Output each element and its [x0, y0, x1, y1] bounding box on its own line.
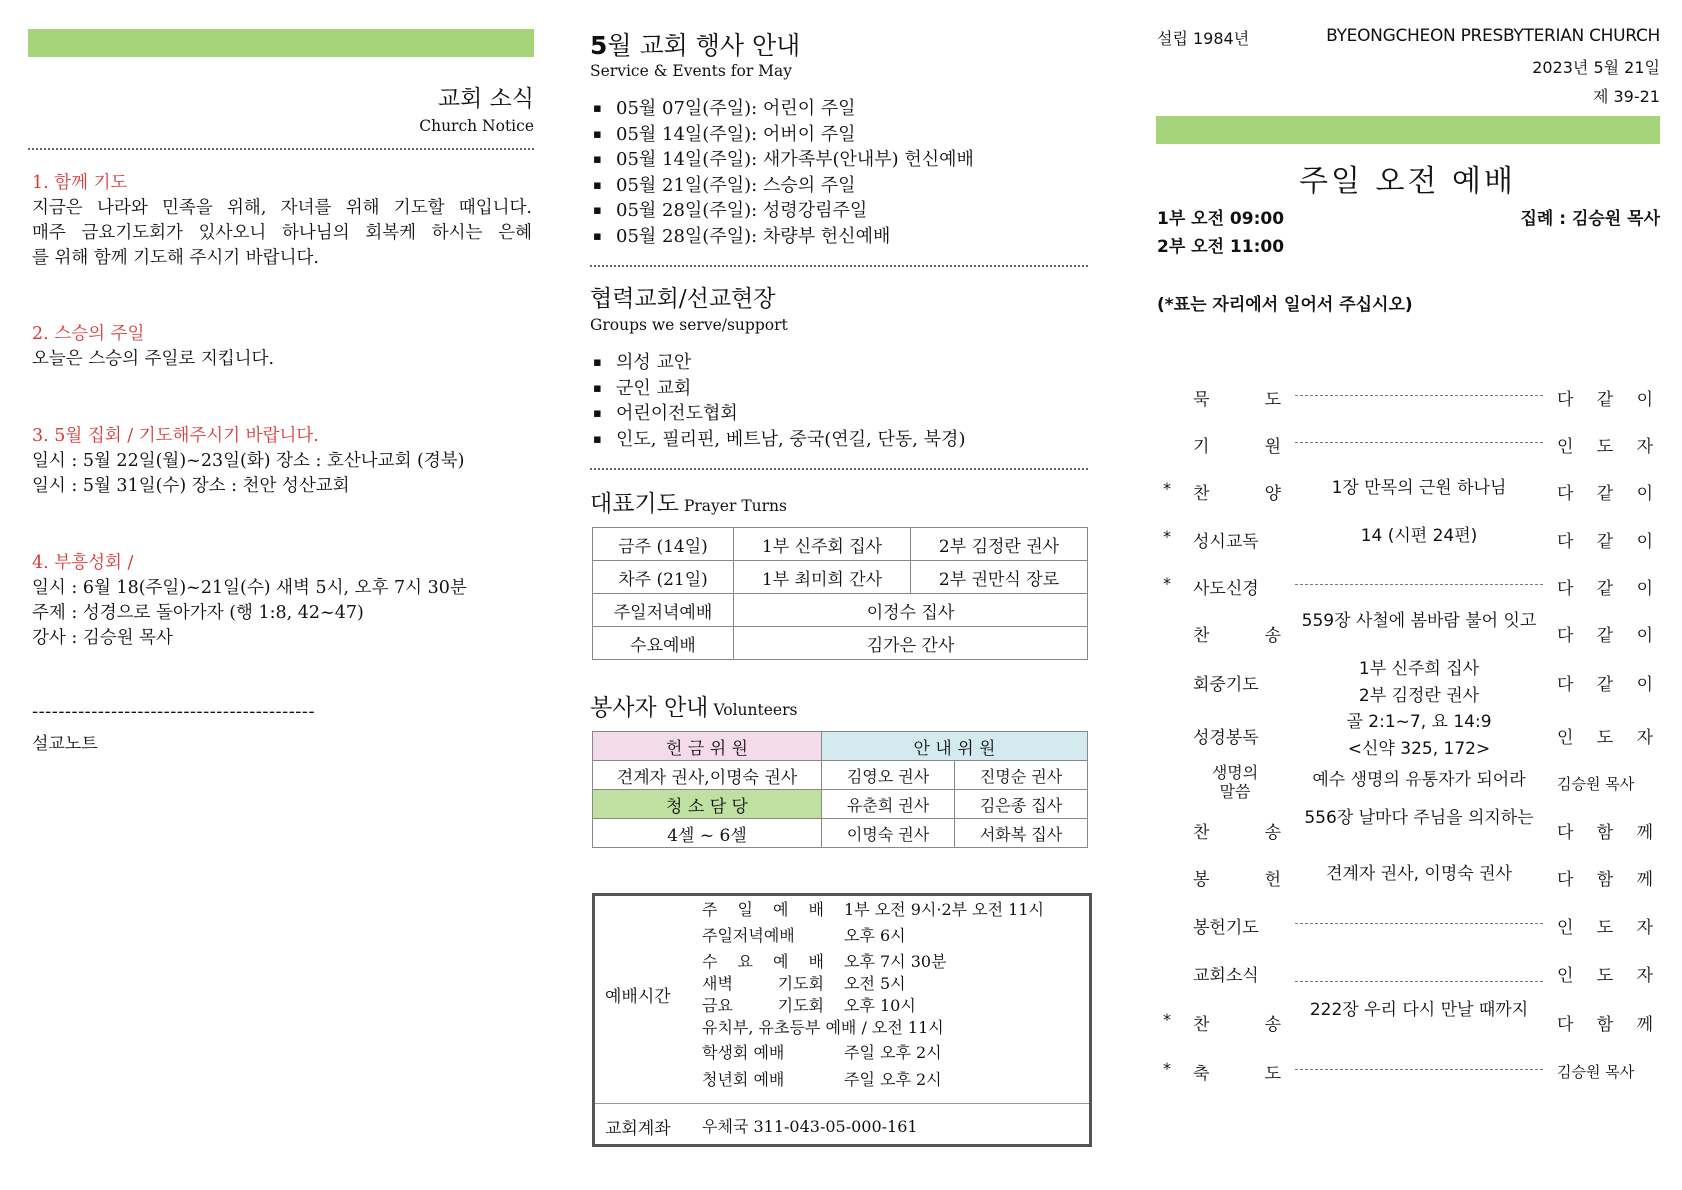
stand-marker: *	[1163, 1010, 1171, 1029]
order-item-leader: 다 같 이	[1557, 626, 1653, 646]
order-item-dashline	[1295, 584, 1543, 585]
table-row	[593, 732, 1088, 761]
events-title-text: 월 교회 행사 안내	[607, 31, 801, 60]
list-item: ▪ 05월 07일(주일): 어린이 주일	[592, 96, 1092, 122]
volunteers-table	[592, 731, 1088, 848]
worship-column	[1155, 0, 1660, 1190]
list-item: ▪ 05월 28일(주일): 차량부 헌신예배	[592, 224, 1092, 250]
volunteers-title: 봉사자 안내	[590, 695, 709, 721]
service-name: 주일저녁예배	[702, 926, 795, 945]
divider	[28, 148, 534, 150]
table-row	[593, 627, 1088, 660]
service-time: 오후 6시	[844, 926, 906, 945]
service-line	[702, 994, 1082, 1016]
worship-order-row	[1155, 1059, 1660, 1099]
order-item-name: 교회소식	[1193, 966, 1259, 986]
table-cell: 1부 신주회 집사	[734, 528, 911, 561]
officiant: 집례 : 김승원 목사	[1520, 209, 1660, 229]
order-item-dashline	[1295, 981, 1543, 982]
table-cell: 김가은 간사	[734, 627, 1088, 660]
table-cell: 금주 (14일)	[593, 528, 734, 561]
events-subtitle: Service & Events for May	[590, 62, 793, 80]
stand-marker: *	[1163, 479, 1171, 498]
order-item-leader: 다 같 이	[1557, 532, 1653, 552]
stand-marker: *	[1163, 527, 1171, 546]
service-name: 주 일 예 배	[702, 900, 824, 919]
order-item-leader: 인 도 자	[1557, 437, 1653, 457]
order-item-leader: 인 도 자	[1557, 728, 1653, 748]
offering-names: 견계자 권사,이명숙 권사	[593, 761, 822, 790]
service-time: 주일 오후 2시	[844, 1043, 942, 1062]
events-column	[590, 0, 1090, 1190]
divider	[595, 1103, 1089, 1104]
service-name: 청년회 예배	[702, 1070, 785, 1089]
worship-order-row	[1155, 961, 1660, 1001]
order-item-content: 예수 생명의 유통자가 되어라	[1312, 770, 1526, 790]
sermon-note-label: 설교노트	[32, 734, 98, 754]
table-cell: 수요예배	[593, 627, 734, 660]
order-item-leader: 인 도 자	[1557, 966, 1653, 986]
worship-title: 주일 오전 예배	[1299, 164, 1516, 199]
usher-header: 안 내 위 원	[822, 732, 1088, 761]
accent-bar	[28, 29, 534, 57]
list-item: ▪ 어린이전도협회	[592, 401, 1092, 427]
table-row	[593, 790, 1088, 819]
service-name: 유치부, 유초등부 예배 / 오전 11시	[702, 1018, 944, 1037]
notice-line: 일시 : 6월 18(주일)~21일(수) 새벽 5시, 오후 7시 30분	[32, 578, 467, 598]
service-line	[702, 972, 1082, 994]
worship-order-row	[1155, 913, 1660, 953]
notice-line: 일시 : 5월 22일(월)~23일(화) 장소 : 호산나교회 (경북)	[32, 451, 465, 471]
service-time: 1부 오전 9시·2부 오전 11시	[844, 900, 1044, 919]
worship-order-row	[1155, 808, 1660, 858]
order-item-content: 견계자 권사, 이명숙 권사	[1326, 864, 1512, 884]
founded-label: 설립 1984년	[1157, 29, 1250, 48]
order-item-content: 559장 사철에 봄바람 불어 잇고	[1301, 611, 1537, 631]
order-item-name: 찬 송	[1193, 1015, 1281, 1035]
order-item-leader: 다 같 이	[1557, 484, 1653, 504]
order-item-content: 골 2:1~7, 요 14:9 <신약 325, 172>	[1346, 712, 1492, 759]
order-item-content: 222장 우리 다시 만날 때까지	[1309, 1000, 1529, 1020]
order-item-name: 생명의 말씀	[1211, 763, 1259, 801]
groups-subtitle: Groups we serve/support	[590, 316, 788, 334]
worship-order-row	[1155, 865, 1660, 905]
worship-order-row	[1155, 1000, 1660, 1050]
church-name: BYEONGCHEON PRESBYTERIAN CHURCH	[1326, 26, 1660, 46]
divider	[590, 265, 1088, 267]
stand-note: (*표는 자리에서 일어서 주십시오)	[1157, 295, 1413, 315]
volunteers-heading	[590, 689, 797, 722]
order-item-content: 1부 신주희 집사 2부 김정란 권사	[1358, 659, 1480, 706]
service-time: 오후 10시	[844, 996, 916, 1015]
service-name: 수 요 예 배	[702, 952, 824, 971]
order-item-content: 1장 만목의 근원 하나님	[1331, 478, 1507, 498]
order-item-name: 회중기도	[1193, 675, 1259, 695]
order-item-name: 사도신경	[1193, 579, 1259, 599]
stand-marker: *	[1163, 1059, 1171, 1078]
service-time: 주일 오후 2시	[844, 1070, 942, 1089]
worship-order-row	[1155, 385, 1660, 425]
prayer-subtitle: Prayer Turns	[683, 497, 787, 515]
order-item-content: 556장 날마다 주님을 의지하는	[1304, 808, 1534, 828]
prayer-title: 대표기도	[590, 491, 679, 517]
notice-item	[32, 424, 532, 499]
notice-heading: 2. 스승의 주일	[32, 324, 145, 344]
order-item-name: 축 도	[1193, 1064, 1281, 1084]
groups-title: 협력교회/선교현장	[590, 286, 776, 312]
worship-order-row	[1155, 659, 1660, 710]
order-item-dashline	[1295, 395, 1543, 396]
service-line	[702, 898, 1082, 924]
order-item-name: 묵 도	[1193, 390, 1281, 410]
order-item-name: 찬 송	[1193, 626, 1281, 646]
order-item-leader: 다 같 이	[1557, 390, 1653, 410]
offering-header: 헌 금 위 원	[593, 732, 822, 761]
stand-marker: *	[1163, 574, 1171, 593]
table-cell: 이명숙 권사	[822, 819, 955, 848]
notice-heading: 1. 함께 기도	[32, 173, 128, 193]
order-item-leader: 김승원 목사	[1557, 775, 1635, 793]
order-item-name: 성경봉독	[1193, 728, 1259, 748]
notice-title: 교회 소식	[437, 86, 534, 112]
order-item-name: 찬 양	[1193, 484, 1281, 504]
order-item-leader: 다 함 께	[1557, 823, 1653, 843]
notice-line: 매주 금요기도회가 있사오니 하나님의 회복케 하시는 은혜	[32, 223, 532, 243]
notice-item	[32, 171, 532, 271]
order-item-name: 봉헌기도	[1193, 918, 1259, 938]
notice-subtitle: Church Notice	[419, 117, 534, 135]
worship-order-row	[1155, 432, 1660, 472]
order-item-dashline	[1295, 442, 1543, 443]
worship-time-2: 2부 오전 11:00	[1157, 237, 1285, 257]
table-cell: 김은종 집사	[955, 790, 1088, 819]
notice-item	[32, 551, 532, 651]
table-row	[593, 761, 1088, 790]
notice-line: 강사 : 김승원 목사	[32, 628, 173, 648]
order-item-name: 기 원	[1193, 437, 1281, 457]
table-cell: 차주 (21일)	[593, 561, 734, 594]
service-line	[702, 1068, 1082, 1094]
worship-order-row	[1155, 527, 1660, 567]
order-item-leader: 다 같 이	[1557, 579, 1653, 599]
table-row	[593, 819, 1088, 848]
prayer-heading	[590, 485, 787, 518]
service-line	[702, 924, 1082, 950]
service-time: 오전 5시	[844, 974, 906, 993]
table-cell: 1부 최미희 간사	[734, 561, 911, 594]
table-cell: 주일저녁예배	[593, 594, 734, 627]
worship-order-row	[1155, 763, 1660, 811]
table-cell: 이정수 집사	[734, 594, 1088, 627]
worship-order-row	[1155, 712, 1660, 763]
events-list	[592, 96, 1092, 249]
cleaning-value: 4셀 ~ 6셀	[593, 819, 822, 848]
notice-heading: 3. 5월 집회 / 기도해주시기 바랍니다.	[32, 426, 319, 446]
prayer-table	[592, 527, 1088, 660]
service-time: 오후 7시 30분	[844, 952, 947, 971]
table-cell: 2부 김정란 권사	[911, 528, 1088, 561]
service-label: 예배시간	[605, 987, 671, 1007]
order-item-leader: 김승원 목사	[1557, 1063, 1635, 1081]
notice-line: 오늘은 스승의 주일로 지킵니다.	[32, 349, 275, 369]
order-item-leader: 다 함 께	[1557, 1015, 1653, 1035]
table-row	[593, 561, 1088, 594]
order-item-dashline	[1295, 1069, 1543, 1070]
service-line	[702, 950, 1082, 972]
order-item-name: 성시교독	[1193, 532, 1259, 552]
church-notice-column	[28, 0, 534, 1190]
service-line	[702, 1041, 1082, 1068]
table-cell: 진명순 권사	[955, 761, 1088, 790]
list-item: ▪ 05월 21일(주일): 스승의 주일	[592, 173, 1092, 199]
service-line	[702, 1016, 1082, 1041]
table-cell: 서화복 집사	[955, 819, 1088, 848]
account-value: 우체국 311-043-05-000-161	[702, 1117, 918, 1136]
service-name: 금요 기도회	[702, 996, 824, 1015]
worship-order-row	[1155, 479, 1660, 519]
account-label: 교회계좌	[605, 1119, 671, 1139]
service-times-box	[592, 893, 1092, 1147]
notice-item	[32, 322, 532, 372]
notice-line: 를 위해 함께 기도해 주시기 바랍니다.	[32, 248, 319, 268]
events-title	[590, 26, 800, 62]
table-cell: 김영오 권사	[822, 761, 955, 790]
service-name: 새벽 기도회	[702, 974, 824, 993]
list-item: ▪ 군인 교회	[592, 376, 1092, 402]
list-item: ▪ 05월 28일(주일): 성령강림주일	[592, 198, 1092, 224]
notice-line: 일시 : 5월 31일(수) 장소 : 천안 성산교회	[32, 476, 350, 496]
cleaning-header: 청 소 담 당	[593, 790, 822, 819]
bulletin-date: 2023년 5월 21일	[1532, 58, 1660, 77]
list-item: ▪ 05월 14일(주일): 새가족부(안내부) 헌신예배	[592, 147, 1092, 173]
worship-order-row	[1155, 574, 1660, 614]
order-item-name: 봉 헌	[1193, 870, 1281, 890]
volunteers-subtitle: Volunteers	[713, 701, 798, 719]
notice-line: 주제 : 성경으로 돌아가자 (행 1:8, 42~47)	[32, 603, 364, 623]
order-item-name: 찬 송	[1193, 823, 1281, 843]
worship-order-row	[1155, 611, 1660, 661]
events-title-month: 5	[590, 31, 608, 60]
accent-bar	[1156, 116, 1660, 144]
order-item-leader: 다 같 이	[1557, 675, 1653, 695]
issue-number: 제 39-21	[1592, 87, 1660, 106]
service-lines	[702, 898, 1082, 1094]
order-item-content: 14 (시편 24편)	[1360, 526, 1478, 546]
notice-line: 지금은 나라와 민족을 위해, 자녀를 위해 기도할 때입니다.	[32, 198, 532, 218]
order-item-leader: 인 도 자	[1557, 918, 1653, 938]
table-row	[593, 594, 1088, 627]
divider	[590, 468, 1088, 470]
groups-list	[592, 350, 1092, 452]
order-item-leader: 다 함 께	[1557, 870, 1653, 890]
order-item-dashline	[1295, 923, 1543, 924]
list-item: ▪ 인도, 필리핀, 베트남, 중국(연길, 단동, 북경)	[592, 427, 1092, 453]
table-row	[593, 528, 1088, 561]
list-item: ▪ 05월 14일(주일): 어버이 주일	[592, 122, 1092, 148]
table-cell: 2부 권만식 장로	[911, 561, 1088, 594]
notice-heading: 4. 부흥성회 /	[32, 553, 134, 573]
service-name: 학생회 예배	[702, 1043, 785, 1062]
worship-time-1: 1부 오전 09:00	[1157, 209, 1285, 229]
list-item: ▪ 의성 교안	[592, 350, 1092, 376]
table-cell: 유춘희 권사	[822, 790, 955, 819]
dash-divider: -------------------------------------------	[32, 701, 316, 722]
